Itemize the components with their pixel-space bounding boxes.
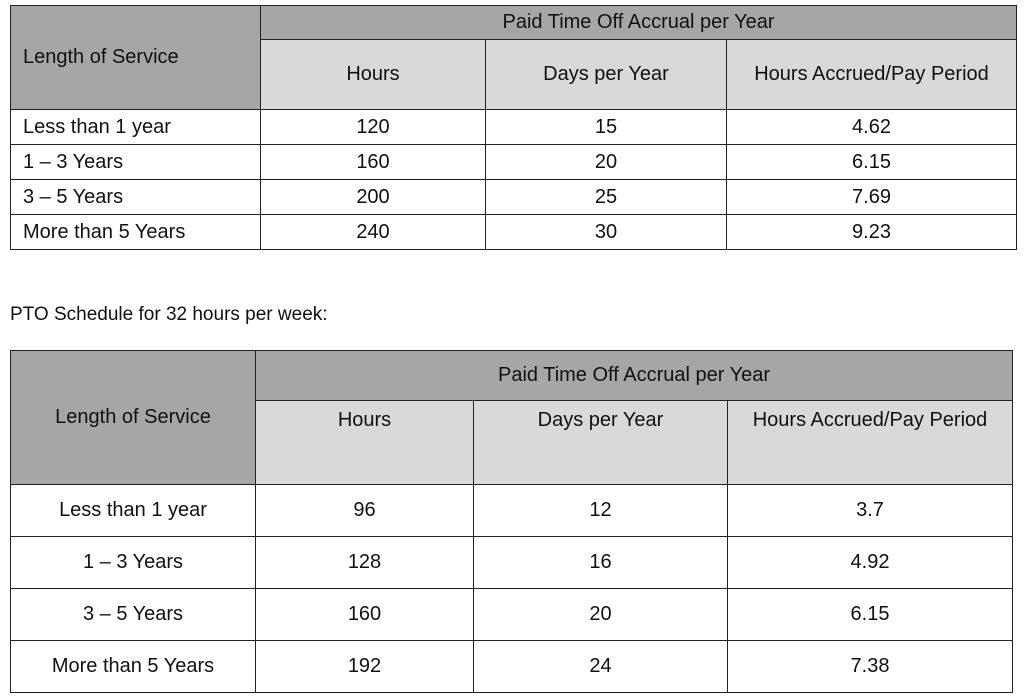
per-period-column-header: Hours Accrued/Pay Period — [728, 401, 1013, 485]
hours-cell: 128 — [256, 537, 474, 589]
days-cell: 24 — [474, 641, 728, 693]
hours-column-header: Hours — [261, 40, 486, 110]
per-period-cell: 3.7 — [728, 485, 1013, 537]
per-period-cell: 9.23 — [727, 215, 1017, 250]
service-cell: More than 5 Years — [11, 215, 261, 250]
length-of-service-header: Length of Service — [11, 6, 261, 110]
hours-cell: 240 — [261, 215, 486, 250]
hours-cell: 120 — [261, 110, 486, 145]
per-period-cell: 7.38 — [728, 641, 1013, 693]
per-period-cell: 6.15 — [728, 589, 1013, 641]
table-row — [11, 145, 1017, 180]
days-cell: 25 — [486, 180, 727, 215]
days-cell: 20 — [474, 589, 728, 641]
length-of-service-header: Length of Service — [11, 351, 256, 485]
per-period-cell: 4.92 — [728, 537, 1013, 589]
service-cell: Less than 1 year — [11, 485, 256, 537]
per-period-cell: 6.15 — [727, 145, 1017, 180]
hours-cell: 160 — [261, 145, 486, 180]
days-cell: 30 — [486, 215, 727, 250]
service-cell: More than 5 Years — [11, 641, 256, 693]
pto-schedule-caption: PTO Schedule for 32 hours per week: — [10, 304, 328, 325]
service-cell: Less than 1 year — [11, 110, 261, 145]
per-period-cell: 4.62 — [727, 110, 1017, 145]
hours-column-header: Hours — [256, 401, 474, 485]
hours-cell: 160 — [256, 589, 474, 641]
service-cell: 3 – 5 Years — [11, 589, 256, 641]
table-row — [11, 589, 1013, 641]
service-cell: 1 – 3 Years — [11, 145, 261, 180]
service-cell: 1 – 3 Years — [11, 537, 256, 589]
days-cell: 15 — [486, 110, 727, 145]
per-period-cell: 7.69 — [727, 180, 1017, 215]
table-row — [11, 215, 1017, 250]
hours-cell: 192 — [256, 641, 474, 693]
days-cell: 16 — [474, 537, 728, 589]
table-row — [11, 485, 1013, 537]
accrual-group-header: Paid Time Off Accrual per Year — [261, 6, 1017, 40]
per-period-column-header: Hours Accrued/Pay Period — [727, 40, 1017, 110]
hours-cell: 96 — [256, 485, 474, 537]
hours-cell: 200 — [261, 180, 486, 215]
accrual-group-header: Paid Time Off Accrual per Year — [256, 351, 1013, 401]
days-cell: 20 — [486, 145, 727, 180]
service-cell: 3 – 5 Years — [11, 180, 261, 215]
table-row — [11, 180, 1017, 215]
pto-table-32-hours — [10, 350, 1013, 693]
days-column-header: Days per Year — [474, 401, 728, 485]
pto-table-40-hours — [10, 5, 1017, 250]
table-row — [11, 110, 1017, 145]
days-cell: 12 — [474, 485, 728, 537]
days-column-header: Days per Year — [486, 40, 727, 110]
table-row — [11, 537, 1013, 589]
table-row — [11, 641, 1013, 693]
